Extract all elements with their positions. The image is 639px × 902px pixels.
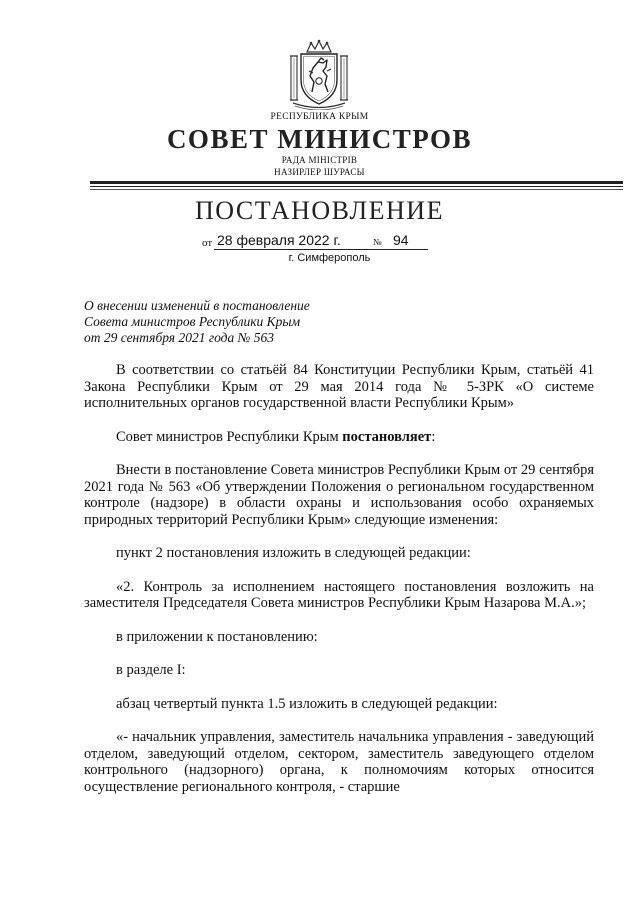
decree-subject [84, 298, 310, 346]
date-prefix: от [202, 237, 213, 249]
crimea-coat-of-arms-icon [287, 38, 351, 110]
resolution-end: : [431, 428, 436, 445]
header-divider-thin [90, 186, 623, 187]
body-paragraph: Внести в постановление Совета министров Республики Крым от 29 сентября 2021 года № 563 «Об утверждении Положения о региональном государственном контроле (надзоре) в области охраны и использования особо охраняемых природных территорий Республики Крым» следующие изменения: [84, 462, 594, 528]
council-title-crimean-tatar: НАЗИРЛЕР ШУРАСЫ [274, 167, 365, 177]
decree-date: 28 февраля 2022 г. [217, 232, 341, 248]
decree-number: 94 [393, 232, 409, 248]
decree-body [84, 362, 594, 795]
council-title: СОВЕТ МИНИСТРОВ [166, 124, 473, 154]
decree-date-line [202, 232, 428, 252]
header-divider-thick [90, 181, 623, 184]
subject-line: от 29 сентября 2021 года № 563 [84, 330, 274, 345]
body-paragraph: пункт 2 постановления изложить в следующей редакции: [116, 545, 471, 561]
republic-name: РЕСПУБЛИКА КРЫМ [270, 112, 369, 122]
header-divider-thin-lower [90, 189, 623, 190]
body-paragraph: «2. Контроль за исполнением настоящего постановления возложить на заместителя Председателя Совета министров Республики Крым Назарова М.А.»; [84, 578, 594, 611]
subject-line: Совета министров Республики Крым [84, 314, 301, 329]
body-paragraph: абзац четвертый пункта 1.5 изложить в следующей редакции: [116, 695, 498, 712]
city-name: г. Симферополь [288, 252, 371, 264]
body-paragraph: в разделе I: [116, 662, 186, 678]
subject-line: О внесении изменений в постановление [84, 298, 310, 313]
number-sign: № [373, 237, 382, 247]
resolution-lead: Совет министров Республики Крым [116, 428, 343, 445]
date-underline [214, 249, 428, 250]
resolution-paragraph [84, 429, 594, 446]
council-title-ukrainian: РАДА МІНІСТРІВ [281, 155, 358, 165]
body-paragraph: в приложении к постановлению: [116, 628, 318, 645]
resolution-verb: постановляет [342, 428, 432, 445]
body-paragraph: «- начальник управления, заместитель начальника управления - заведующий отделом, заведующий отделом, сектором, заместитель заведующего отделом контрольного (надзорного) органа, к полномочиям которых относится осуществление регионального контроля, - старшие [84, 729, 594, 795]
document-type-title: ПОСТАНОВЛЕНИЕ [195, 196, 444, 225]
preamble-paragraph: В соответствии со статьёй 84 Конституции Республики Крым, статьёй 41 Закона Республики Крым от 29 мая 2014 года № 5-ЗРК «О системе исполнительных органов государственной власти Республики Крым» [84, 362, 594, 411]
